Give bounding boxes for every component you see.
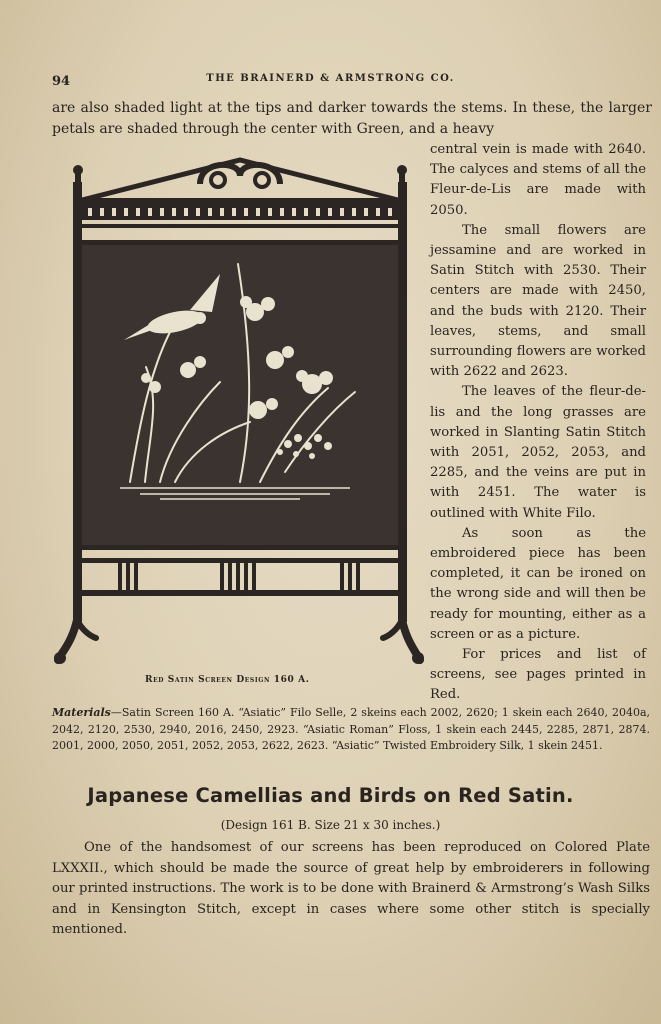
paragraph: central vein is made with 2640. The calyces and stems of all the Fleur-de-Lis are made with 2050. (430, 142, 646, 218)
materials-label: Materials (52, 706, 111, 719)
materials-list (52, 705, 650, 755)
right-text-column (430, 140, 646, 706)
body-paragraph: One of the handsomest of our screens has been reproduced on Colored Plate LXXXII., which should be made the source of great help by embroiderers in following our printed instructions. The work is to be done with Brainerd & Armstrong’s Wash Silks and in Kensington Stitch, except in cases where some other stitch is specially mentioned. (52, 840, 650, 937)
figure-caption: Red Satin Screen Design 160 A. (145, 675, 310, 685)
page-number: 94 (52, 74, 71, 89)
section-subheading: (Design 161 B. Size 21 x 30 inches.) (220, 818, 441, 832)
materials-text: —Satin Screen 160 A. “Asiatic” Filo Selle, 2 skeins each 2002, 2620; 1 skein each 2640, 2040a, 2042, 2120, 2530, 2940, 2016, 2450, 2923. “Asiatic Roman” Floss, 1 skein each 2445, 2285, 2871, 2874. 2001, 2000, 2050, 2051, 2052, 2053, 2622, 2623. “Asiatic” Twisted Embroidery Silk, 1 skein 2451. (52, 706, 650, 753)
intro-paragraph: are also shaded light at the tips and darker towards the stems. In these, the larger petals are shaded through the center with Green, and a heavy (52, 100, 652, 137)
paragraph: For prices and list of screens, see pages printed in Red. (430, 647, 646, 703)
paragraph: As soon as the embroidered piece has been completed, it can be ironed on the wrong side and will then be ready for mounting, either as a screen or as a picture. (430, 525, 646, 642)
paragraph: The small flowers are jessamine and are worked in Satin Stitch with 2530. Their centers are made with 2450, and the buds with 2120. Their leaves, stems, and small surrounding flowers are worked with 2622 and 2623. (430, 222, 646, 380)
running-head: THE BRAINERD & ARMSTRONG CO. (206, 73, 455, 84)
paragraph: The leaves of the fleur-de-lis and the long grasses are worked in Slanting Satin Stitch with 2051, 2052, 2053, and 2285, and the veins are put in with 2451. The water is outlined with White Filo. (430, 384, 646, 521)
screen-illustration (50, 152, 428, 672)
section-heading: Japanese Camellias and Birds on Red Satin. (87, 784, 574, 807)
